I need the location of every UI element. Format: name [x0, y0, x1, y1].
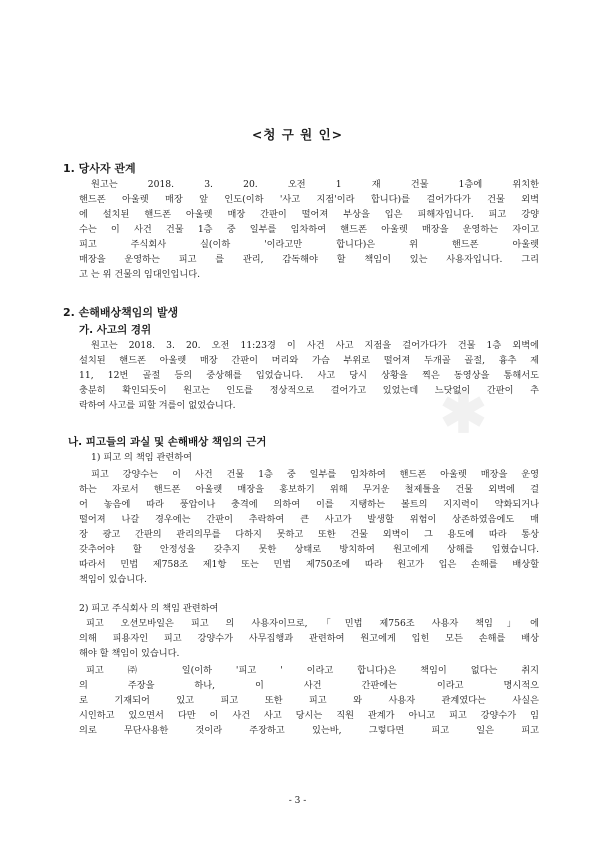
text-line: 해야 할 책임이 있습니다. — [79, 648, 180, 659]
text-line: 수는 이 사건 건물 1층 중 일부를 임차하여 핸드폰 아울렛 매장을 운영하는 자이고 — [79, 224, 539, 235]
text-line: 원고는 2018. 3. 20. 오전 11:23경 이 사건 사고 지점을 걸어가다가 건물 1층 외벽에 — [91, 340, 539, 351]
text-line: 로 기재되어 있고 피고 또한 피고 와 사용자 관계였다는 사실은 — [79, 695, 539, 706]
text-line: 피고 주식회사 실(이하 '이라고만 합니다)은 위 핸드폰 아울렛 — [79, 239, 539, 250]
text-line: 피고 ㈜ 일(이하 '피고 ' 이라고 합니다)은 책임이 없다는 취지 — [86, 665, 539, 676]
subsection-a-heading: 가. 사고의 경위 — [79, 324, 152, 336]
watermark: ✱ — [440, 380, 487, 446]
page-number: - 3 - — [288, 796, 307, 806]
text-line: 원고는 2018. 3. 20. 오전 1 재 건물 1층에 위치한 — [91, 179, 539, 190]
text-line: 의 주장을 하나, 이 사건 간판에는 이라고 명시적으 — [79, 680, 539, 691]
text-line: 고 는 위 건물의 임대인입니다. — [79, 269, 201, 280]
text-line: 핸드폰 아울렛 매장 앞 인도(이하 '사고 지점'이라 합니다)를 걸어가다가 건물 외벽 — [79, 194, 539, 205]
text-line: 충분히 확인되듯이 원고는 인도를 정상적으로 걸어가고 있었는데 느닷없이 간판이 추 — [79, 385, 539, 396]
text-line: 의로 무단사용한 것이라 주장하고 있는바, 그렇다면 피고 일은 피고 — [79, 725, 539, 736]
sub2-label: 2) 피고 주식회사 의 책임 관련하여 — [79, 603, 219, 614]
text-line: 피고 강양수는 이 사건 건물 1층 중 일부를 임차하여 핸드폰 아울렛 매장을 운영 — [91, 469, 539, 480]
text-line: 11, 12번 골절 등의 중상해를 입었습니다. 사고 당시 상황을 찍은 동영상을 통해서도 — [79, 370, 539, 381]
text-line: 하는 자로서 핸드폰 아울렛 매장을 홍보하기 위해 무거운 철제틀을 건물 외벽에 걸 — [79, 484, 539, 495]
text-line: 어 놓음에 따라 풍압이나 충격에 의하여 이를 지탱하는 볼트의 지지력이 약화되거나 — [79, 499, 539, 510]
text-line: 갖추어야 할 안정성을 갖추지 못한 상태로 방치하여 원고에게 상해를 입혔습니다. — [79, 544, 539, 555]
text-line: 책임이 있습니다. — [79, 574, 147, 585]
section-2-heading: 2. 손해배상책임의 발생 — [63, 306, 179, 319]
text-line: 락하여 사고를 피할 겨를이 없었습니다. — [79, 400, 236, 411]
text-line: 시인하고 있으면서 다만 이 사건 사고 당시는 직원 관계가 아니고 피고 강양수가 임 — [79, 710, 539, 721]
text-line: 에 설치된 핸드폰 아울렛 매장 간판이 떨어져 부상을 입은 피해자입니다. 피고 강양 — [79, 209, 539, 220]
text-line: 설치된 핸드폰 아울렛 매장 간판이 머리와 가슴 부위로 떨어져 두개골 골절, 흉추 제 — [79, 355, 539, 366]
sub1-label: 1) 피고 의 책임 관련하여 — [91, 452, 192, 463]
page-title: <청 구 원 인> — [251, 127, 344, 142]
section-1-heading: 1. 당사자 관계 — [63, 162, 136, 175]
text-line: 매장을 운영하는 피고 를 관리, 감독해야 할 책임이 있는 사용자입니다. 그리 — [79, 254, 539, 265]
text-line: 떨어져 나갈 경우에는 간판이 추락하여 큰 사고가 발생할 위험이 상존하였음에도 매 — [79, 514, 539, 525]
text-line: 장 광고 간판의 관리의무를 다하지 못하고 또한 건물 외벽이 그 용도에 따라 통상 — [79, 529, 539, 540]
text-line: 의해 피용자인 피고 강양수가 사무집행과 관련하여 원고에게 입힌 모든 손해를 배상 — [79, 633, 539, 644]
text-line: 피고 오션모바일은 피고 의 사용자이므로,「민법 제756조 사용자 책임」에 — [86, 618, 539, 629]
text-line: 따라서 민법 제758조 제1항 또는 민법 제750조에 따라 원고가 입은 손해를 배상할 — [79, 559, 539, 570]
subsection-b-heading: 나. 피고들의 과실 및 손해배상 책임의 근거 — [68, 436, 267, 448]
